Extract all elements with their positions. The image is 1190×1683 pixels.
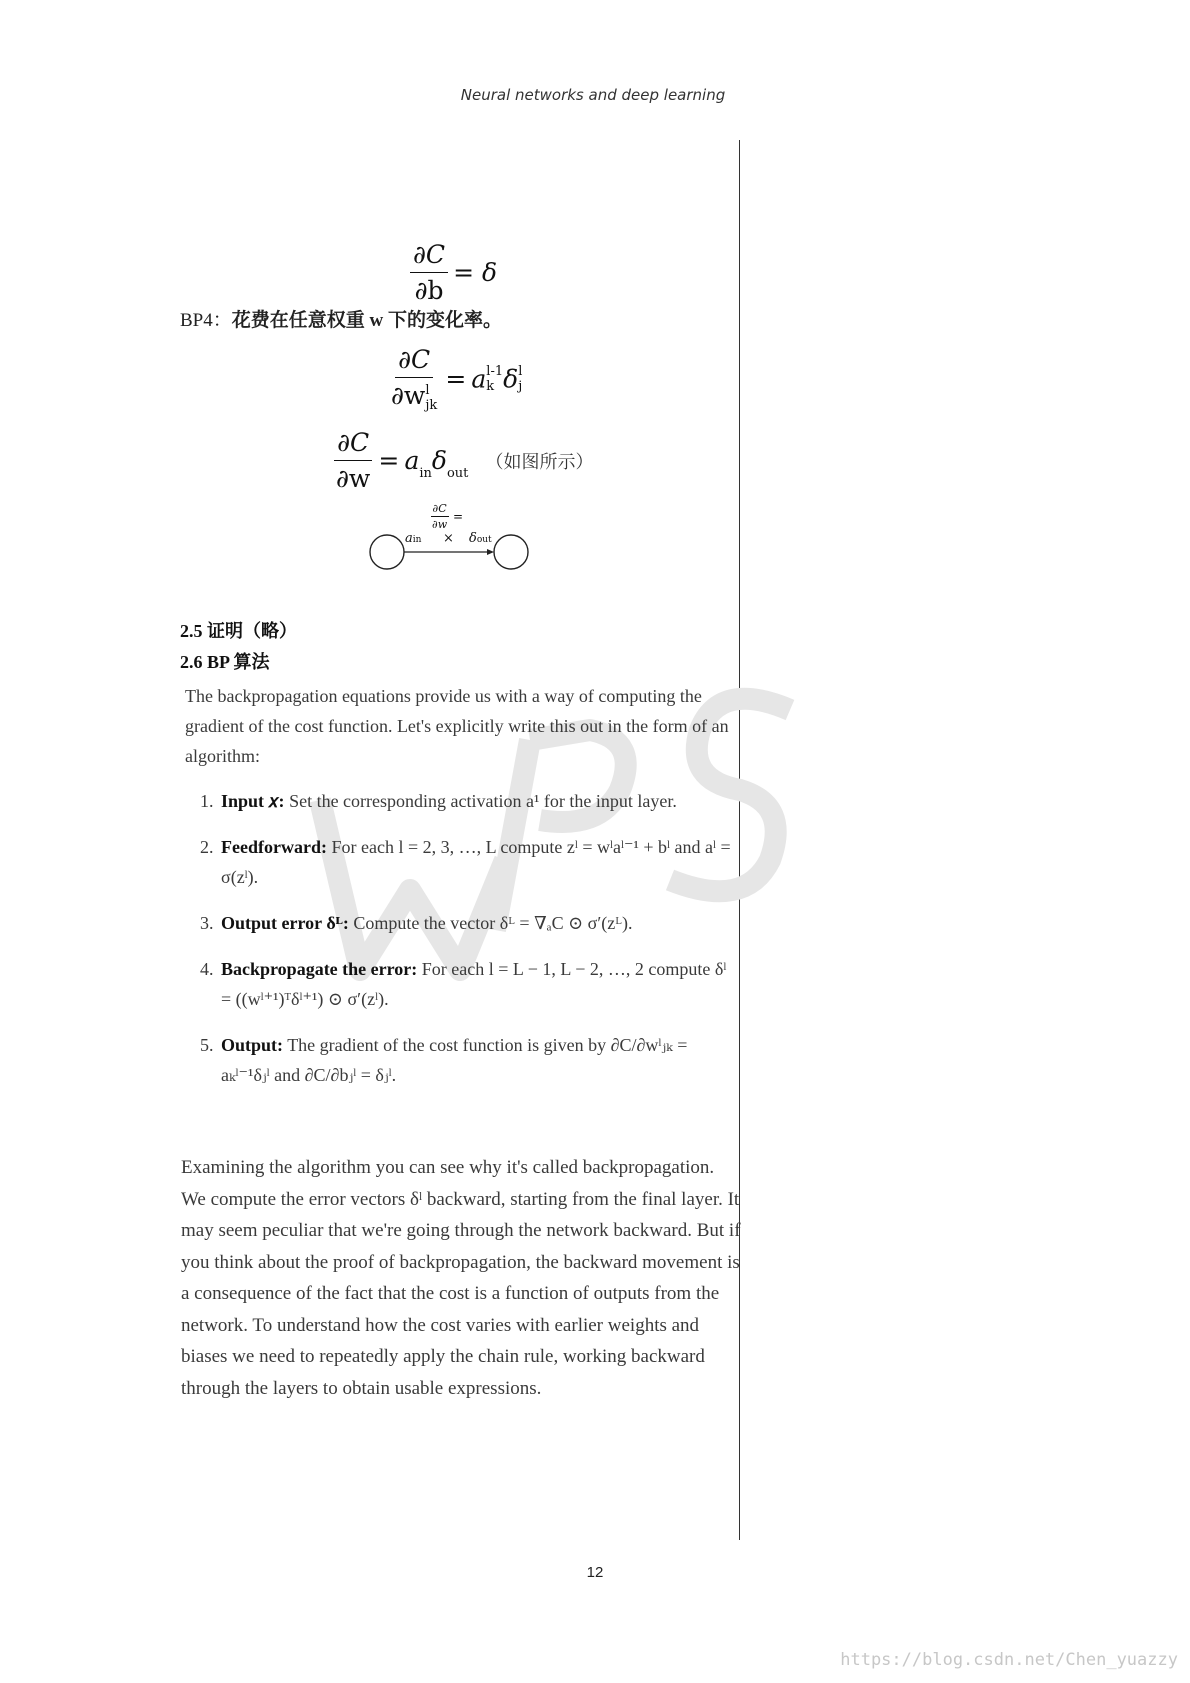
equation-dc-db <box>410 240 497 305</box>
eq2-delta-sub: j <box>518 378 523 394</box>
eq2-a-sup: l-1 <box>486 363 504 379</box>
eq3-denominator: ∂w <box>336 464 371 493</box>
diagram-a-in: ain <box>405 531 422 546</box>
eq2-den-base: ∂w <box>391 381 426 410</box>
eq2-a: a <box>471 364 487 394</box>
input-neuron <box>370 535 404 569</box>
algorithm-list <box>200 786 740 1090</box>
eq3-a-sub: in <box>419 466 432 481</box>
step-text: The gradient of the cost function is given by ∂C/∂wˡⱼₖ = aₖˡ⁻¹δⱼˡ and ∂C/∂bⱼˡ = δⱼˡ. <box>221 1035 688 1085</box>
algorithm-step-3: 3. Output error δᴸ: Compute the vector δᴸ = ∇ₐC ⊙ σ′(zᴸ). <box>200 913 633 933</box>
step-text: For each l = 2, 3, …, L compute zˡ = wˡaˡ⁻¹ + bˡ and aˡ = σ(zˡ). <box>221 837 731 887</box>
step-title: Feedforward: <box>221 837 327 857</box>
arrow-head <box>487 549 494 555</box>
diagram-frac-num: ∂C <box>432 502 447 515</box>
output-neuron <box>494 535 528 569</box>
eq3-delta-sub: out <box>446 466 469 481</box>
equation-dc-dw <box>333 428 594 493</box>
eq3-delta: δ <box>431 446 447 475</box>
algorithm-step-1: 1. Input 𝑥: Set the corresponding activation a¹ for the input layer. <box>200 791 677 811</box>
step-title: Input 𝑥: <box>221 791 285 811</box>
step-title: Output: <box>221 1035 284 1055</box>
step-text: Set the corresponding activation a¹ for the input layer. <box>284 791 677 811</box>
diagram-label <box>430 502 463 531</box>
equation-dc-dwjk <box>388 345 522 413</box>
eq3-a: a <box>404 446 420 475</box>
eq2-den-sub: jk <box>425 397 438 413</box>
eq2-a-sub: k <box>486 378 495 394</box>
algorithm-step-5: 5. Output: The gradient of the cost function is given by ∂C/∂wˡⱼₖ = aₖˡ⁻¹δⱼˡ and ∂C/∂bⱼˡ = δⱼˡ. <box>200 1035 688 1085</box>
step-title: Backpropagate the error: <box>221 959 418 979</box>
algorithm-step-2: 2. Feedforward: For each l = 2, 3, …, L compute zˡ = wˡaˡ⁻¹ + bˡ and aˡ = σ(zˡ). <box>200 837 731 887</box>
intro-paragraph: The backpropagation equations provide us with a way of computing the gradient of the cost function. Let's explicitly write this out in the form of an algorithm: <box>185 686 729 766</box>
eq2-delta: δ <box>503 364 519 394</box>
diagram-delta-out: δout <box>469 531 492 546</box>
section-2-5-heading: 2.5 证明（略） <box>180 621 297 641</box>
eq2-equals: = <box>445 364 467 394</box>
eq1-denominator: ∂b <box>414 276 444 305</box>
step-text: For each l = L − 1, L − 2, …, 2 compute δˡ = ((wˡ⁺¹)ᵀδˡ⁺¹) ⊙ σ′(zˡ). <box>221 959 727 1009</box>
source-url-watermark: https://blog.csdn.net/Chen_yuazzy <box>840 1650 1178 1670</box>
step-text: Compute the vector δᴸ = ∇ₐC ⊙ σ′(zᴸ). <box>348 913 633 933</box>
page-number: 12 <box>586 1564 604 1581</box>
eq3-equals: = <box>378 446 400 475</box>
bp4-statement <box>180 305 502 332</box>
bp4-label: BP4： <box>180 310 232 331</box>
eq2-den-sup: l <box>425 382 430 398</box>
eq1-rhs: = δ <box>453 258 498 287</box>
eq3-numerator: ∂C <box>334 428 372 461</box>
step-title: Output error δᴸ: <box>221 913 349 933</box>
eq2-numerator: ∂C <box>395 345 433 378</box>
diagram-equals: = <box>452 509 463 524</box>
diagram-frac-den: ∂w <box>432 518 448 531</box>
running-header: Neural networks and deep learning <box>460 86 726 104</box>
eq2-delta-sup: l <box>518 363 523 379</box>
section-2-6-heading: 2.6 BP 算法 <box>180 652 270 672</box>
closing-paragraph: Examining the algorithm you can see why it's called backpropagation. We compute the error vectors δˡ backward, starting from the final layer. It may seem peculiar that we're going through the network backward. But if you think about the proof of backpropagation, the backward movement is a consequence of the fact that the cost is a function of outputs from the network. To understand how the cost varies with earlier weights and biases we need to repeatedly apply the chain rule, working backward through the layers to obtain usable expressions. <box>181 1157 741 1399</box>
eq1-numerator: ∂C <box>410 240 448 273</box>
algorithm-step-4: 4. Backpropagate the error: For each l = L − 1, L − 2, …, 2 compute δˡ = ((wˡ⁺¹)ᵀδˡ⁺¹) ⊙ σ′(zˡ). <box>200 959 727 1009</box>
diagram-times: × <box>443 531 454 546</box>
eq3-note: （如图所示） <box>485 451 594 473</box>
bp4-text: 花费在任意权重 w 下的变化率。 <box>231 310 502 331</box>
